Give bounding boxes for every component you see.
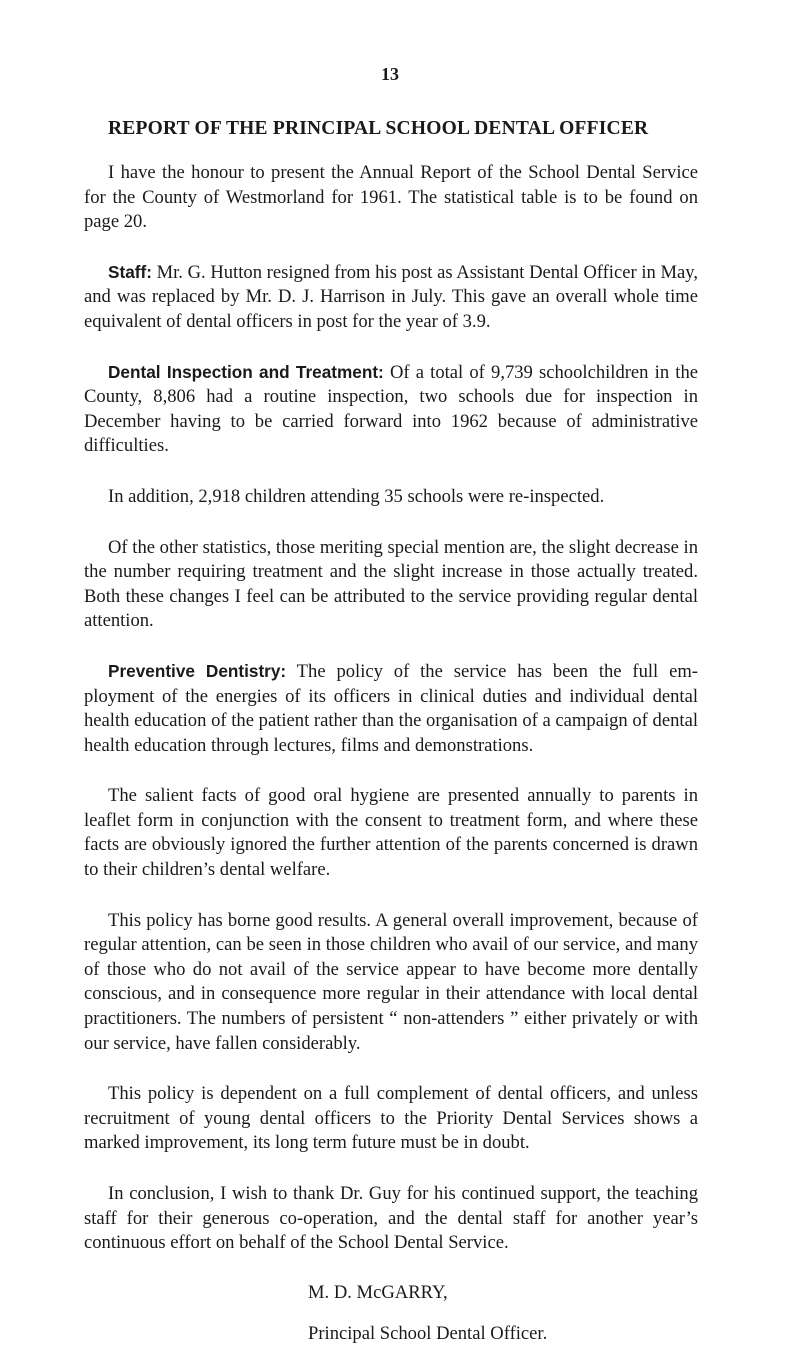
signature-name: M. D. McGARRY, xyxy=(308,1281,448,1303)
paragraph-text: This policy is dependent on a full complement of dental officers, and unless recruitment of young dental officers to the Priority Dental Services shows a marked improvement, its long term future must be in doubt. xyxy=(84,1083,698,1154)
paragraph-inspection xyxy=(84,360,698,459)
report-title: REPORT OF THE PRINCIPAL SCHOOL DENTAL OFFICER xyxy=(108,118,649,139)
paragraph-text: In conclusion, I wish to thank Dr. Guy for his continued support, the teaching staff for their generous co-operation, and the dental staff for another year’s continuous effort on behalf of the School Dental Service. xyxy=(84,1183,698,1254)
paragraph-text: This policy has borne good results. A general overall improvement, because of regular attention, can be seen in those children who avail of our service, and many of those who do not avail of the service appear to have become more dentally conscious, and in consequence more regular in their attendance with local dental practitioners. The numbers of persistent “ non-attenders ” either privately or with our service, have fallen considerably. xyxy=(84,909,698,1054)
paragraph-heading: Staff: xyxy=(108,261,152,282)
paragraph-text: The policy of the service has been the full em-ployment of the energies of its officers in clinical duties and individual dental health education of the patient rather than the organisation of a campaign of dental health education through lectures, films and demonstrations. xyxy=(84,660,698,756)
paragraph-heading: Dental Inspection and Treatment: xyxy=(108,361,384,382)
paragraph-policy xyxy=(84,1081,698,1156)
paragraph-text: I have the honour to present the Annual Report of the School Dental Service for the County of Westmorland for 1961. The statistical table is to be found on page 20. xyxy=(84,162,698,233)
paragraph-text: Of a total of 9,739 schoolchildren in the County, 8,806 had a routine inspection, two schools due for inspection in December having to be carried forward into 1962 because of administrative difficulties. xyxy=(84,361,698,457)
paragraph-introduction xyxy=(84,160,698,235)
paragraph-heading: Preventive Dentistry: xyxy=(108,660,287,681)
paragraph-text: The salient facts of good oral hygiene are presented annually to parents in leaflet form in conjunction with the consent to treatment form, and where these facts are obviously ignored the further attention of the parents concerned is drawn to their children’s dental welfare. xyxy=(84,785,698,881)
signature-position: Principal School Dental Officer. xyxy=(308,1322,548,1344)
paragraph-text: In addition, 2,918 children attending 35 schools were re-inspected. xyxy=(108,485,605,507)
paragraph-results xyxy=(84,908,698,1057)
signature-block xyxy=(84,1281,698,1361)
paragraph-text: Of the other statistics, those meriting special mention are, the slight decrease in the number requiring treatment and the slight increase in those actually treated. Both these changes I feel can be attributed to the service providing regular dental attention. xyxy=(84,536,698,632)
report-body xyxy=(84,160,698,1361)
paragraph-reinspection xyxy=(84,484,698,510)
paragraph-conclusion xyxy=(84,1181,698,1256)
paragraph-staff xyxy=(84,260,698,335)
paragraph-preventive xyxy=(84,659,698,758)
page-number: 13 xyxy=(381,64,399,84)
paragraph-statistics xyxy=(84,535,698,634)
paragraph-hygiene xyxy=(84,783,698,882)
paragraph-text: Mr. G. Hutton resigned from his post as Assistant Dental Officer in May, and was replaced by Mr. D. J. Harrison in July. This gave an overall whole time equivalent of dental officers in post for the year of 3.9. xyxy=(84,261,698,332)
